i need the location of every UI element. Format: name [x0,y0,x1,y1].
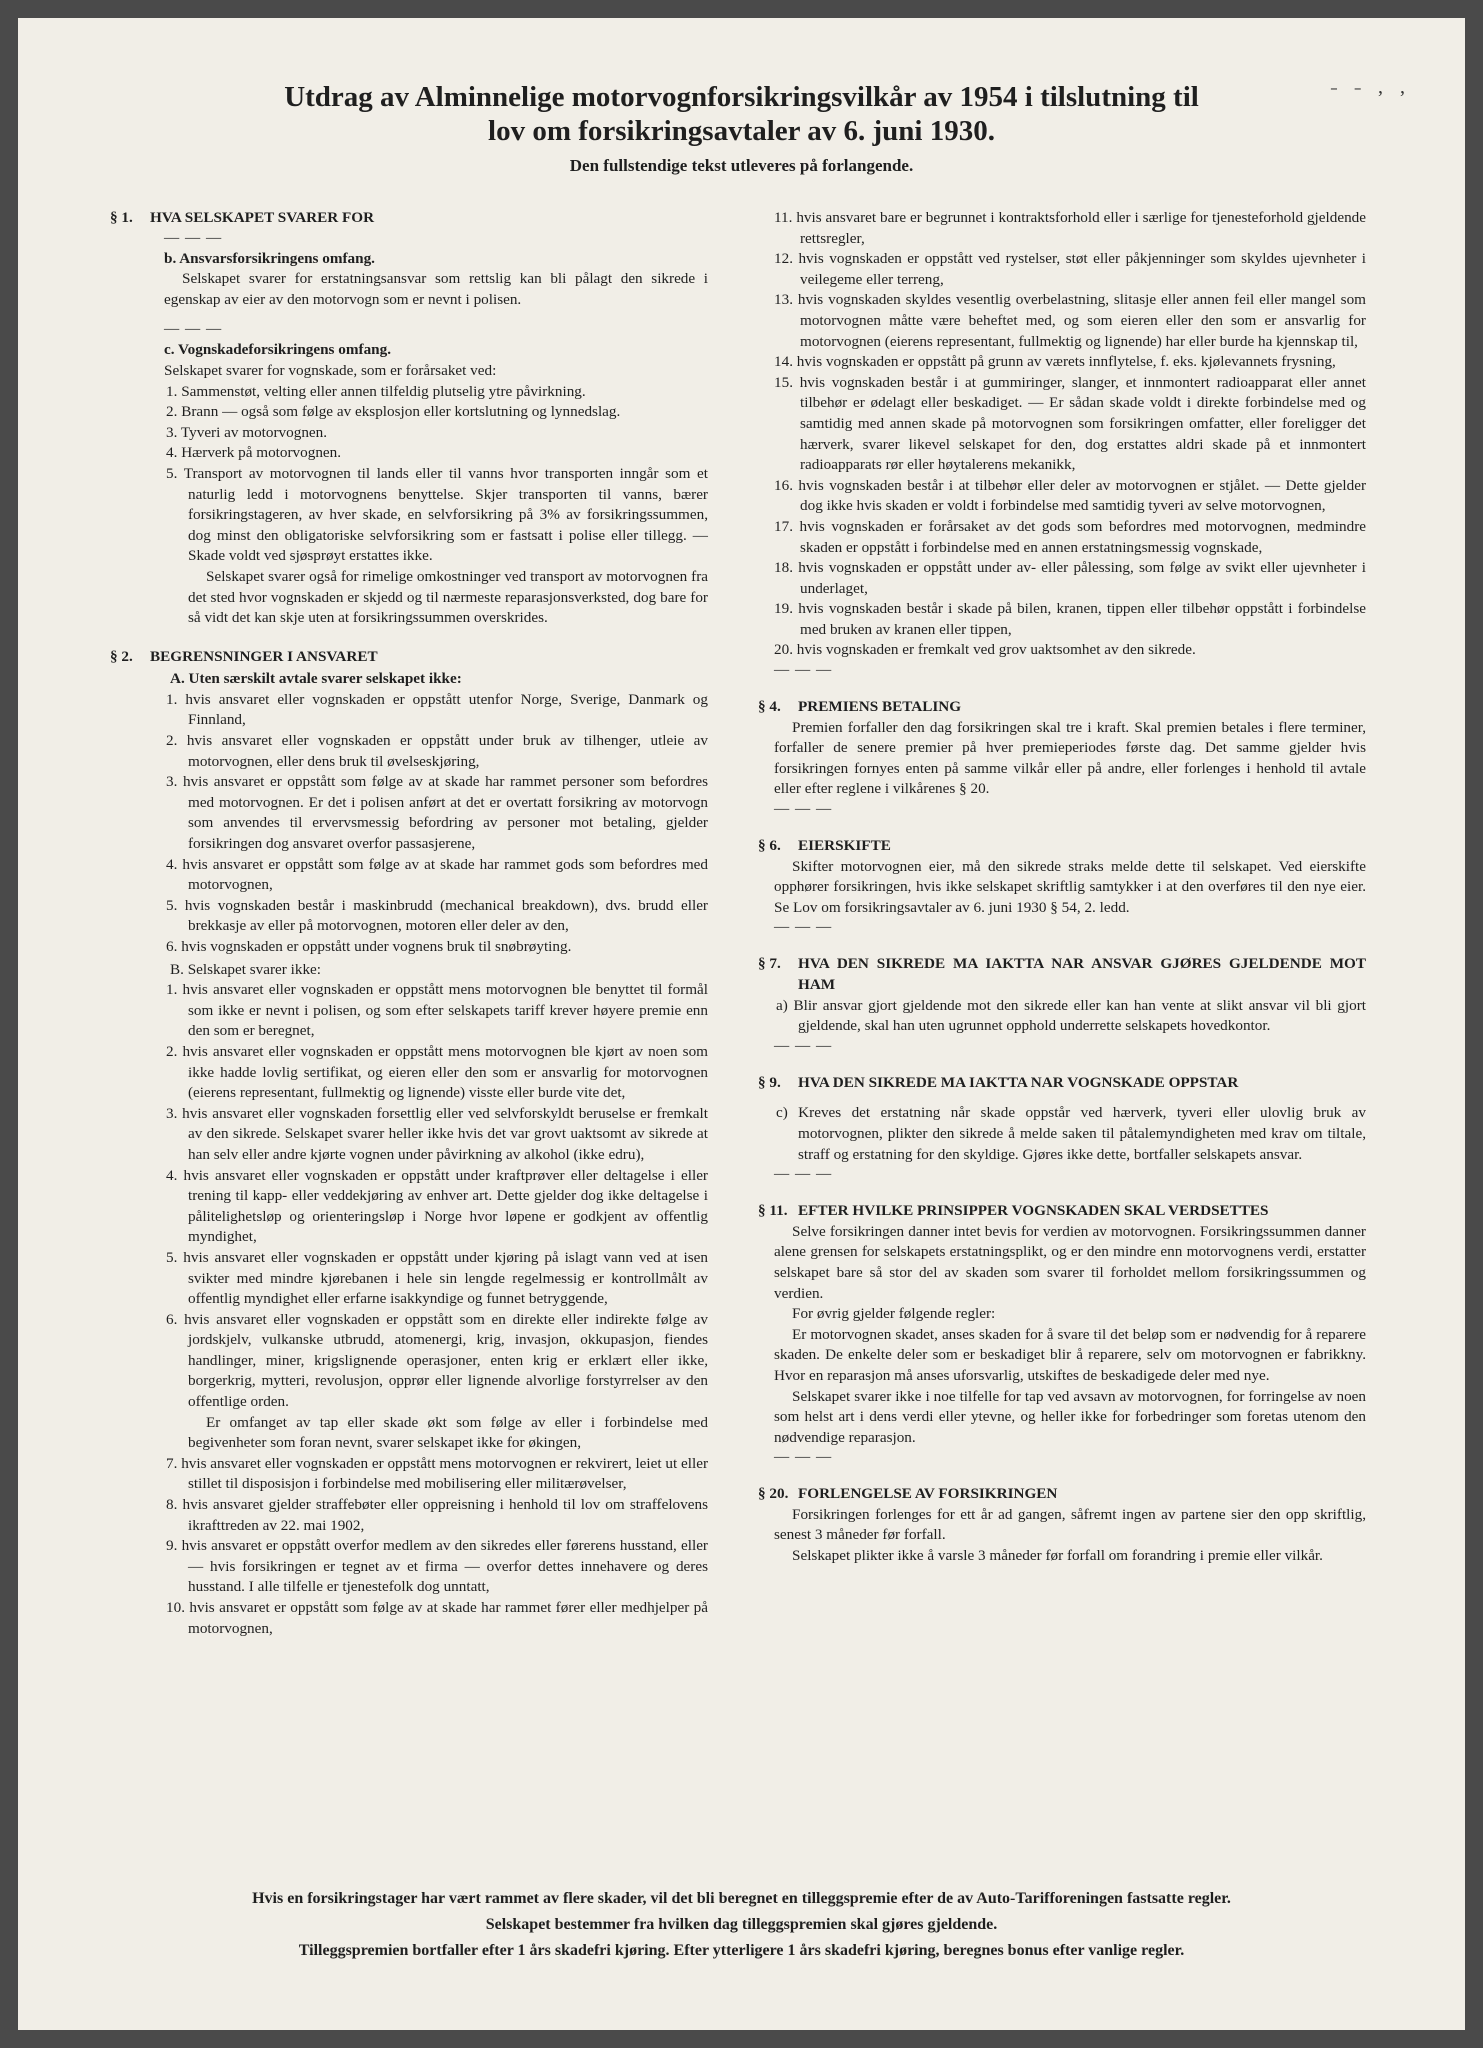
list-item: 4. hvis ansvaret er oppstått som følge av at skade har rammet gods som befordres med motorvognen, [166,855,708,894]
list-item: 1. hvis ansvaret eller vognskaden er oppstått utenfor Norge, Sverige, Danmark og Finnland, [166,690,708,729]
list-item: 4. Hærverk på motorvognen. [166,444,342,462]
section-2-heading: § 2. BEGRENSNINGER I ANSVARET [110,647,378,665]
list-item: 18. hvis vognskaden er oppstått under av- eller pålessing, som følge av svikt eller ujevnheter i underlaget, [774,559,1366,597]
list-item: 6. hvis ansvaret eller vognskaden er oppstått som en direkte eller indirekte følge av jordskjelv, vulkanske utbrudd, atomenergi, krig, invasjon, okkupasjon, fiendes handlinger, miner, krigslignende operasjoner, enten krig er erklært eller ikke, borgerkrig, mytteri, revolusjon, opprør eller lignende alvorlige forstyrrelser av den offentlige orden. [166,1310,708,1411]
margin-marks: ˗ ˗ , , [1330,76,1411,98]
section-11 [758,1201,1366,1466]
list-item: 19. hvis vognskaden består i skade på bilen, kranen, tippen eller tilbehør oppstått i forbindelse med bruken av kranen eller tippen, [774,600,1366,638]
separator: — — — [774,661,833,679]
paragraph: Forsikringen forlenges for ett år ad gangen, såfremt ingen av partene sier den opp skriftlig, senest 3 måneder før forfall. [774,1505,1366,1544]
list-item: 11. hvis ansvaret bare er begrunnet i kontraktsforhold eller i særlige for tjenesteforhold gjeldende rettsregler, [774,209,1366,247]
list-item: 2. Brann — også som følge av eksplosjon eller kortslutning og lynnedslag. [166,403,621,421]
separator: — — — [164,320,223,338]
list-item: 10. hvis ansvaret er oppstått som følge av at skade har rammet fører eller medhjelper på motorvognen, [166,1599,708,1637]
section-6-heading: § 6. EIERSKIFTE [758,837,891,855]
title-line-2: lov om forsikringsavtaler av 6. juni 1930. [488,115,995,147]
list-item: 8. hvis ansvaret gjelder straffebøter eller oppreisning i henhold til lov om straffelovens ikrafttreden av 22. mai 1902, [166,1496,708,1534]
list-item: 3. hvis ansvaret er oppstått som følge av at skade har rammet personer som befordres med motorvognen. Er det i polisen anført at det er overtatt forsikring av motorvogn som anvendes til ervervsmessig befordring av personer mot betaling, gjelder forsikringen dog ansvaret overfor passasjerene, [166,773,708,853]
subsection-b-title: b. Ansvarsforsikringens omfang. [164,249,375,267]
paragraph: c) Kreves det erstatning når skade oppstår ved hærverk, tyveri eller ulovlig bruk av motorvognen, plikter den sikrede å melde saken til påtalemyndigheten med krav om tiltale, straff og erstatning for den skyldige. Gjøres ikke dette, bortfaller selskapets ansvar. [776,1104,1366,1163]
section-1 [108,208,708,629]
subsection-b-text: Selskapet svarer for erstatningsansvar som rettslig kan bli pålagt den sikrede i egenskap av eier av den motorvogn som er nevnt i polisen. [164,270,708,308]
footer-line-2: Selskapet bestemmer fra hvilken dag tilleggspremien skal gjøres gjeldende. [485,1916,998,1933]
list-item: 6. hvis vognskaden er oppstått under vognens bruk til snøbrøyting. [166,938,572,955]
section-7-heading: § 7. HVA DEN SIKREDE MA IAKTTA NAR ANSVAR GJØRES GJELDENDE MOT HAM [758,955,1366,993]
list-item: 4. hvis ansvaret eller vognskaden er oppstått under kraftprøver eller deltagelse i eller trening til kapp- eller veddekjøring av enhver art. Dette gjelder dog ikke deltagelse i pålitelighetsløp og orienteringsløp i Norge hvor løpene er godkjent av offentlig myndighet, [166,1166,708,1246]
list-item: 16. hvis vognskaden består i at tilbehør eller deler av motorvognen er stjålet. — Dette gjelder dog ikke hvis skaden er voldt i forbindelse med samtidig tyveri av selve motorvognen, [774,476,1366,515]
list-item: 9. hvis ansvaret er oppstått overfor medlem av den sikredes eller førerens husstand, eller — hvis forsikringen er tegnet av et firma — overfor dettes innehavere og deres husstand. I alle tilfelle er tjenestefolk dog unntatt, [166,1537,708,1596]
section-20-heading: § 20. FORLENGELSE AV FORSIKRINGEN [758,1485,1058,1503]
list-item: 3. hvis ansvaret eller vognskaden forsettlig eller ved selvforskyldt beruselse er fremkalt av den sikrede. Selskapet svarer heller ikke hvis det var grovt uaktsomt av sikrede at han selv eller andre kjørte vognen under påvirkning av alkohol (ikke edru), [166,1104,708,1163]
section-2-continued [758,208,1366,679]
section-9 [758,1073,1366,1183]
list-item: 1. hvis ansvaret eller vognskaden er oppstått mens motorvognen ble benyttet til formål som ikke er nevnt i polisen, og som efter selskapets tariff krever høyere premie enn den som er beregnet, [166,981,708,1040]
section-2 [108,647,708,1640]
list-item: 3. Tyveri av motorvognen. [166,423,328,441]
paragraph: Skifter motorvognen eier, må den sikrede straks melde dette til selskapet. Ved eierskifte opphører forsikringen, hvis ikke selskapet skriftlig samtykker i at den overføres til den nye eier. Se Lov om forsikringsavtaler av 6. juni 1930 § 54, 2. ledd. [774,857,1366,916]
document-header [18,80,1465,176]
separator: — — — [774,1165,833,1183]
document-page [18,18,1465,2030]
paragraph: Premien forfaller den dag forsikringen skal tre i kraft. Skal premien betales i flere terminer, forfaller de senere premier på hver premieperiodes første dag. Det samme gjelder hvis forsikringen fornyes enten på samme vilkår eller på andre, eller forlenges i henhold til avtale eller efter reglene i vilkårenes § 20. [774,718,1366,798]
section-11-heading: § 11. EFTER HVILKE PRINSIPPER VOGNSKADEN SKAL VERDSETTES [758,1202,1269,1220]
subsection-b-title: B. Selskapet svarer ikke: [170,960,321,978]
list-item: 5. hvis vognskaden består i maskinbrudd (mechanical breakdown), dvs. brudd eller brekkasje av eller på motorvognen, motoren eller deler av den, [166,896,708,935]
section-9-heading: § 9. HVA DEN SIKREDE MA IAKTTA NAR VOGNSKADE OPPSTAR [758,1073,1239,1091]
separator: — — — [164,228,223,246]
list-item: 1. Sammenstøt, velting eller annen tilfeldig plutselig ytre påvirkning. [166,382,586,400]
list-item: 12. hvis vognskaden er oppstått ved rystelser, støt eller påkjenninger som skyldes ujevnheter i veilegeme eller terreng, [774,250,1366,288]
list-item: 15. hvis vognskaden består i at gummiringer, slanger, et innmontert radioapparat eller annet tilbehør er ødelagt eller beskadiget. — Er sådan skade voldt i direkte forbindelse med og samtidig med annen skade på motorvognen som forsikringen omfatter, eller foreligger det hærverk, svarer likevel selskapet for den, dog erstattes aldri skade på et innmontert radioapparats rør eller høytalerens mekanikk, [774,373,1366,474]
footer-line-1: Hvis en forsikringstager har vært rammet av flere skader, vil det bli beregnet en tilleggspremie efter de av Auto-Tarifforeningen fastsatte regler. [252,1890,1231,1907]
subsection-c-title: c. Vognskadeforsikringens omfang. [164,341,392,359]
section-1-heading: § 1. HVA SELSKAPET SVARER FOR [110,209,375,226]
separator: — — — [774,1448,833,1466]
list-item: 14. hvis vognskaden er oppstått på grunn av værets innflytelse, f. eks. kjølevannets frysning, [774,353,1336,371]
paragraph: Selskapet plikter ikke å varsle 3 måneder før forfall om forandring i premie eller vilkår. [792,1547,1323,1565]
section-4 [758,697,1366,818]
section-7 [758,954,1366,1054]
list-item: 13. hvis vognskaden skyldes vesentlig overbelastning, slitasje eller annen feil eller mangel som motorvognen måtte være beheftet med, og som eieren eller den som er ansvarlig for motorvognen (eierens representant, fullmektig og lignende) har eller burde ha kjennskap til, [774,291,1366,350]
paragraph: Selskapet svarer ikke i noe tilfelle for tap ved avsavn av motorvognen, for forringelse av noen som helst art i dens verdi eller ytevne, og heller ikke for forbedringer som foretas utenom den nødvendige reparasjon. [774,1387,1366,1446]
paragraph: Er motorvognen skadet, anses skaden for å svare til det beløp som er nødvendig for å reparere skaden. De enkelte deler som er beskadiget blir å reparere, selv om motorvognen er fabrikkny. Hvor en reparasjon må anses uforsvarlig, utskiftes de beskadigede deler med nye. [774,1325,1366,1384]
paragraph: For øvrig gjelder følgende regler: [792,1305,996,1323]
paragraph: Selskapet svarer også for rimelige omkostninger ved transport av motorvognen fra det sted hvor vognskaden er skjedd og til nærmeste reparasjonsverksted, dog bare for så vidt det kan skje uten at forsikringssummen overskrides. [188,567,708,627]
list-item: 5. Transport av motorvognen til lands eller til vanns hvor transporten inngår som et naturlig ledd i motorvognens benyttelse. Skjer transporten til vanns, bærer forsikringstageren, av hver skade, en selvforsikring på 3% av forsikringssummen, dog minst den obligatoriske selvforsikring som er fastsatt i polise eller tillegg. — Skade voldt ved sjøsprøyt erstattes ikke. [166,464,708,565]
title-line-1: Utdrag av Alminnelige motorvognforsikringsvilkår av 1954 i tilslutning til [284,81,1199,113]
section-20 [758,1484,1366,1566]
list-item: 2. hvis ansvaret eller vognskaden er oppstått mens motorvognen ble kjørt av noen som ikke hadde lovlig sertifikat, og eieren eller den som er ansvarlig for motorvognen (eierens representant, fullmektig og lignende) visste eller burde vite det, [166,1042,708,1102]
subsection-a-title: A. Uten særskilt avtale svarer selskapet ikke: [170,670,462,688]
section-4-heading: § 4. PREMIENS BETALING [758,698,962,716]
footer-notice [78,1886,1405,1964]
list-item: 7. hvis ansvaret eller vognskaden er oppstått mens motorvognen er rekvirert, leiet ut eller stillet til disposisjon i forbindelse med mobilisering eller militærøvelser, [166,1454,708,1493]
footer-line-3: Tilleggspremien bortfaller efter 1 års skadefri kjøring. Efter ytterligere 1 års skadefri kjøring, beregnes bonus efter vanlige regler. [298,1942,1185,1959]
list-item: 17. hvis vognskaden er forårsaket av det gods som befordres med motorvognen, medmindre skaden er oppstått i forbindelse med en annen erstatningsmessig vognskade, [774,517,1366,556]
paragraph: Er omfanget av tap eller skade økt som følge av eller i forbindelse med begivenheter som foran nevnt, svarer selskapet ikke for økingen, [188,1413,708,1452]
section-6 [758,836,1366,936]
list-item: 20. hvis vognskaden er fremkalt ved grov uaktsomhet av den sikrede. [774,641,1196,659]
paragraph: a) Blir ansvar gjort gjeldende mot den sikrede eller kan han vente at slikt ansvar vil bli gjort gjeldende, skal han uten ugrunnet opphold underrette selskapets hovedkontor. [776,996,1366,1035]
list-item: 5. hvis ansvaret eller vognskaden er oppstått under kjøring på islagt vann ved at isen svikter med mindre kjørebanen i hele sin lengde regelmessig er kontrollmålt av offentlig myndighet eller erfarne isakkyndige og funnet betryggende, [166,1248,708,1308]
right-column [758,208,1366,1585]
separator: — — — [774,1036,833,1054]
paragraph: Selve forsikringen danner intet bevis for verdien av motorvognen. Forsikringssummen danner alene grensen for selskapets erstatningsplikt, og er den mindre enn motorvognens verdi, erstatter selskapet bare så stor del av skaden som svarer til forholdet mellom forsikringssummen og verdien. [774,1222,1366,1302]
separator: — — — [774,918,833,936]
list-item: 2. hvis ansvaret eller vognskaden er oppstått under bruk av tilhenger, utleie av motorvognen, eller dens bruk til øvelseskjøring, [166,732,708,770]
separator: — — — [774,800,833,818]
subsection-c-intro: Selskapet svarer for vognskade, som er forårsaket ved: [164,361,497,379]
subtitle: Den fullstendige tekst utleveres på forlangende. [569,156,914,175]
left-column [108,208,708,1657]
